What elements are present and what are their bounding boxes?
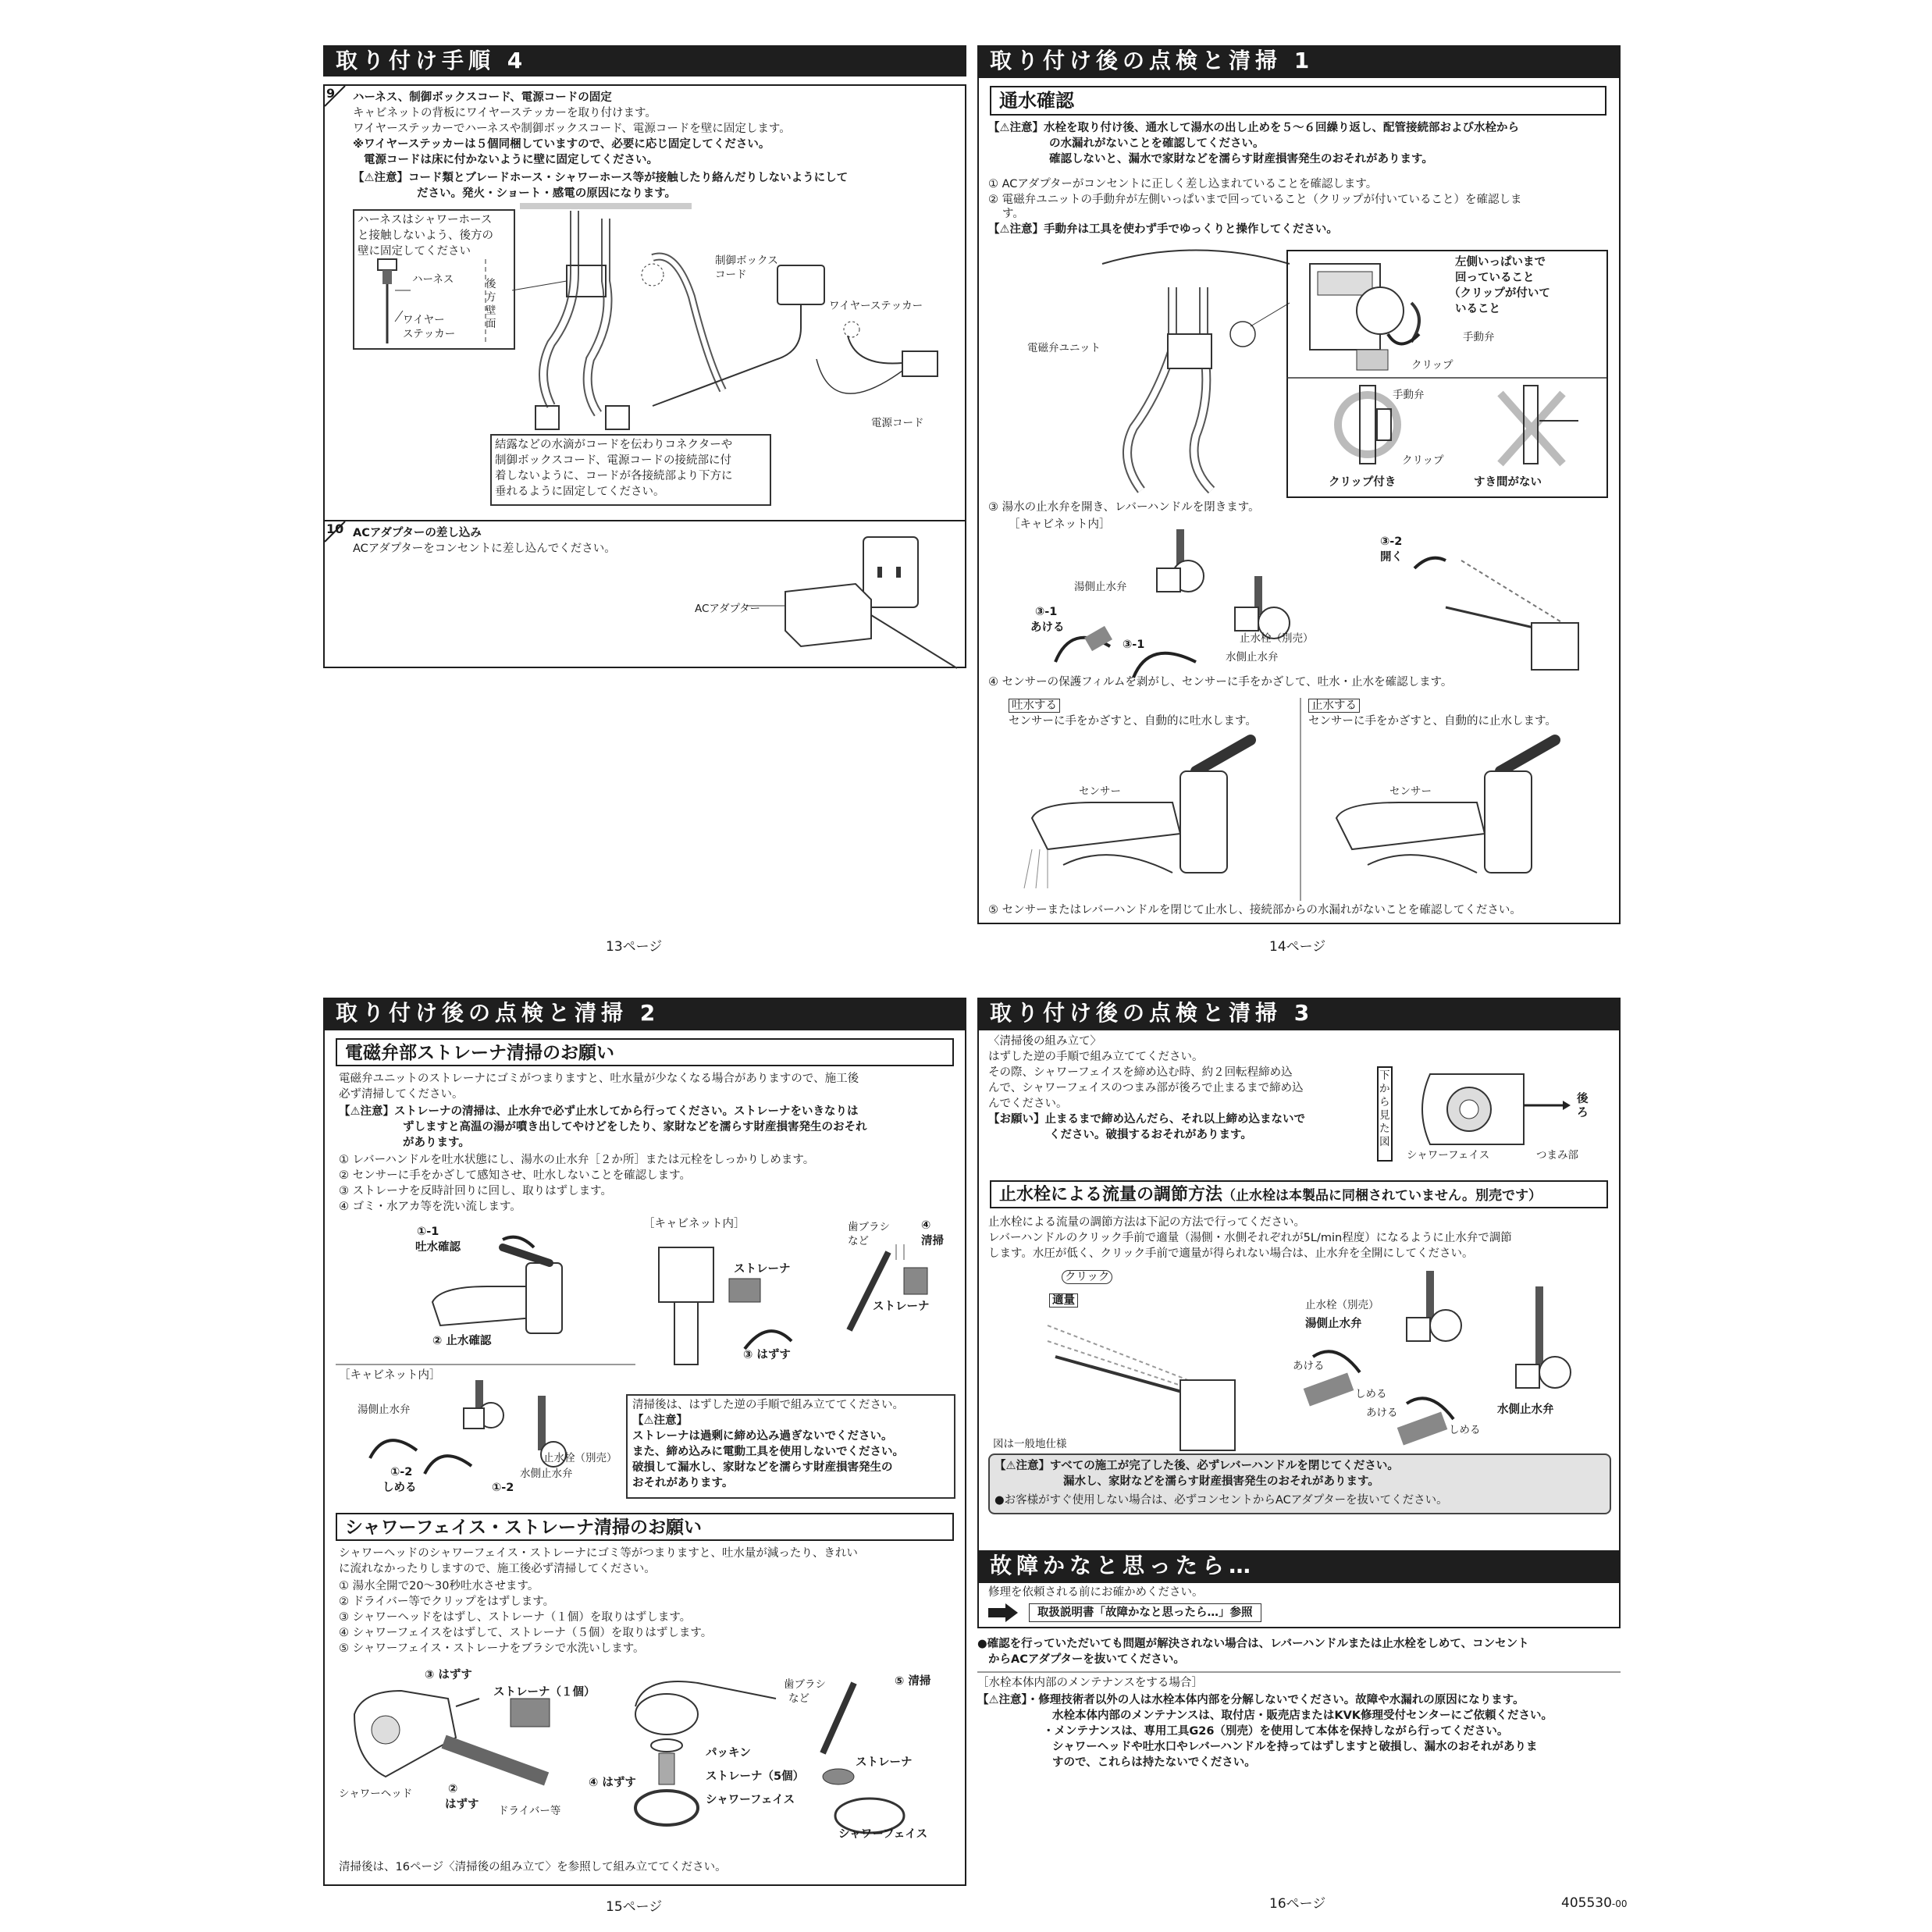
caution-line: があります。 (403, 1137, 470, 1149)
page-number: 15ページ (606, 1899, 663, 1915)
wire-sticker-label: ワイヤー (403, 314, 445, 326)
step-label: 吐水確認 (415, 1241, 461, 1254)
maintenance-heading: ［水栓本体内部のメンテナンスをする場合］ (977, 1677, 1203, 1689)
back-label: 後 (1577, 1093, 1589, 1105)
text-line: 垂れるように固定してください。 (495, 486, 665, 498)
label-line: （クリップが付いて (1449, 287, 1550, 300)
open-label: あける (1293, 1360, 1325, 1372)
step-label: ③-1 (1123, 639, 1145, 651)
solenoid-unit-label: 電磁弁ユニット (1027, 342, 1101, 354)
text-line: はずした逆の手順で組み立ててください。 (988, 1051, 1204, 1063)
text-line: します。水圧が低く、クリック手前で適量が得られない場合は、止水弁を全開にしてください。 (988, 1247, 1474, 1260)
step-label: ④ はずす (589, 1777, 636, 1789)
page-14 (977, 45, 1621, 926)
section-heading: 電磁弁部ストレーナ清掃のお願い (336, 1038, 954, 1066)
caution-line: 確認しないと、漏水で家財などを濡らす財産損害発生のおそれがあります。 (1049, 153, 1433, 165)
stop-cock-label: 止水栓（別売） (1305, 1299, 1379, 1311)
text-line: 止水栓による流量の調節方法は下記の方法で行ってください。 (988, 1216, 1305, 1229)
step-label: ③-1 (1035, 606, 1058, 618)
page-title: 取り付け後の点検と清掃 1 (977, 45, 1621, 76)
view-from-below-label: 下から見た図 (1379, 1069, 1390, 1148)
text-line: 壁に固定してください (358, 245, 471, 258)
stop-cock-label: 止水栓（別売） (543, 1452, 617, 1464)
divider (336, 1363, 635, 1366)
strainer-label: ストレーナ (856, 1756, 913, 1769)
step-line: ④ ゴミ・水アカ等を洗い流します。 (339, 1201, 521, 1213)
page-title: 取り付け後の点検と清掃 3 (977, 998, 1621, 1029)
discharge-tag (1009, 698, 1060, 713)
text-line: んで、シャワーフェイスのつまみ部が後ろで止まるまで締め込 (988, 1082, 1304, 1094)
text-line: 必ず清掃してください。 (339, 1088, 464, 1101)
text-line: レバーハンドルのクリック手前で適量（湯側・水側それぞれが5L/min程度）になるように止水弁で調節 (988, 1232, 1512, 1244)
step-line: ② 電磁弁ユニットの手動弁が左側いっぱいまで回っていること（クリップが付いていること）を確認しま (988, 194, 1522, 206)
caution-line: ・メンテナンスは、専用工具G26（別売）を使用して本体を保持しながら行ってください。 (1043, 1725, 1509, 1738)
shower-head-cleaning-illustration (339, 1667, 948, 1839)
caution-line: 【⚠注意】 (632, 1414, 688, 1427)
text-line: んでください。 (988, 1098, 1068, 1110)
text-line: ACアダプターをコンセントに差し込んでください。 (353, 543, 616, 555)
arrow-right-icon (988, 1603, 1019, 1622)
control-box-cord-label: コード (715, 269, 747, 281)
text-line: 修理を依頼される前にお確かめください。 (988, 1586, 1204, 1599)
manual-valve-label: 手動弁 (1463, 331, 1495, 343)
caution-line: シャワーヘッドや吐水口やレバーハンドルを持ってはずしますと破損し、漏水のおそれがありま (1052, 1741, 1538, 1753)
text-line: シャワーヘッドのシャワーフェイス・ストレーナにゴミ等がつまりますと、吐水量が減ったり、きれい (339, 1547, 858, 1560)
ac-adapter-illustration (770, 529, 957, 670)
brush-cleaning-illustration (841, 1244, 935, 1338)
page-15 (323, 998, 966, 1888)
click-tag-text: クリック (1062, 1270, 1112, 1284)
wall-line (478, 259, 493, 368)
cabinet-label: ［キャビネット内］ (1009, 518, 1111, 531)
text-line: に流れなかったりしますので、施工後必ず清掃してください。 (339, 1563, 656, 1575)
step-line: ① 湯水全開で20～30秒吐水させます。 (339, 1580, 539, 1592)
manual-reference (1029, 1603, 1261, 1622)
ac-adapter-label: ACアダプター (695, 603, 761, 615)
text-line: 電磁弁ユニットのストレーナにゴミがつまりますと、吐水量が少なくなる場合がありますので、施工後 (339, 1073, 859, 1085)
stop-tag (1308, 698, 1360, 713)
page-number: 16ページ (1269, 1896, 1326, 1912)
text-line: からACアダプターを抜いてください。 (988, 1653, 1185, 1666)
cabinet-label: ［キャビネット内］ (643, 1218, 745, 1230)
general-spec-label: 図は一般地仕様 (993, 1438, 1067, 1450)
step-line: ③ ストレーナを反時計回りに回し、取りはずします。 (339, 1185, 612, 1197)
step-label: ①-2 (390, 1466, 413, 1478)
packing-label: パッキン (706, 1747, 751, 1759)
brush-label: など (848, 1235, 869, 1247)
manual-valve-label: 手動弁 (1393, 389, 1425, 401)
strainer-label: ストレーナ (734, 1263, 791, 1276)
step-line: ① レバーハンドルを吐水状態にし、湯水の止水弁［２か所］または元栓をしっかりしめます。 (339, 1154, 815, 1166)
close-label: しめる (1449, 1424, 1481, 1436)
text-line: キャビネットの背板にワイヤーステッカーを取り付けます。 (353, 107, 656, 119)
caution-line: ストレーナは過剰に締め込み過ぎないでください。 (632, 1430, 893, 1443)
step-line: ① ACアダプターがコンセントに正しく差し込まれていることを確認します。 (988, 178, 1378, 190)
text-line: と接触しないよう、後方の (358, 229, 493, 242)
text-line: ハーネスはシャワーホース (358, 214, 493, 226)
page-number: 14ページ (1269, 939, 1326, 955)
label-line: いること (1455, 303, 1500, 315)
divider (1286, 376, 1606, 379)
step-label: ③ はずす (743, 1349, 791, 1361)
strainer-label: ストレーナ (873, 1300, 930, 1313)
text-line: センサーに手をかざすと、自動的に吐水します。 (1009, 715, 1257, 728)
stop-valve-illustration (1040, 529, 1321, 670)
strainer-label: ストレーナ（１個） (493, 1686, 596, 1699)
caution-line: 水栓本体内部のメンテナンスは、取付店・販売店またはKVK修理受付センターにご依頼ください。 (1052, 1710, 1553, 1722)
text-line: 電源コードは床に付かないように壁に固定してください。 (364, 154, 658, 166)
step-number: 10 (326, 521, 344, 536)
document-number-main: 405530 (1561, 1895, 1612, 1911)
caution-line: 【⚠注意】コード類とブレードホース・シャワーホース等が接触したり絡んだりしないようにして (353, 172, 849, 184)
footer-note: 清掃後は、16ページ〈清掃後の組み立て〉を参照して組み立ててください。 (339, 1861, 727, 1873)
caution-line: 【⚠注意】ストレーナの清掃は、止水弁で必ず止水してから行ってください。ストレーナをいきなりは (339, 1105, 859, 1118)
step-line: ② ドライバー等でクリップをはずします。 (339, 1596, 555, 1608)
ok-label: クリップ付き (1329, 476, 1397, 489)
step-label: ② 止水確認 (432, 1335, 492, 1347)
text-line: センサーに手をかざすと、自動的に止水します。 (1308, 715, 1557, 728)
stop-tag-text: 止水する (1308, 699, 1360, 713)
corner-mark (325, 86, 348, 109)
rear-wall-label: 後方壁面 (486, 278, 496, 330)
wire-sticker-label: ステッカー (403, 328, 456, 340)
step-line: ③ シャワーヘッドをはずし、ストレーナ（１個）を取りはずします。 (339, 1611, 692, 1624)
hot-stop-valve-label: 湯側止水弁 (358, 1404, 411, 1416)
driver-label: ドライバー等 (498, 1805, 561, 1817)
step-9-box (323, 84, 966, 521)
step-label: ①-2 (492, 1482, 514, 1494)
section-heading (990, 1180, 1608, 1208)
text-line: その際、シャワーフェイスを締め込む時、約２回転程締め込 (988, 1066, 1293, 1079)
open-label: あける (1366, 1407, 1398, 1419)
step-line: ② センサーに手をかざして感知させ、吐水しないことを確認します。 (339, 1169, 692, 1182)
step-label: ④ (921, 1219, 931, 1232)
cabinet-label: ［キャビネット内］ (339, 1369, 441, 1382)
caution-line: ずしますと高温の湯が噴き出してやけどをしたり、家財などを濡らす財産損害発生のおそれ (403, 1121, 867, 1133)
faucet-discharge-illustration (417, 1232, 565, 1333)
step-label: ② (448, 1783, 458, 1795)
text-line: ワイヤーステッカーでハーネスや制御ボックスコード、電源コードを壁に固定します。 (353, 123, 791, 135)
section-heading-note: （止水栓は本製品に同梱されていません。別売です） (1222, 1188, 1542, 1204)
control-box-cord-label: 制御ボックス (715, 254, 778, 267)
shower-face-label: シャワーフェイス (838, 1828, 928, 1841)
text-line: ●確認を行っていただいても問題が解決されない場合は、レバーハンドルまたは止水栓をしめて、コンセント (977, 1638, 1529, 1650)
section-heading-text: 止水栓による流量の調節方法 (999, 1185, 1223, 1204)
step-10-box (323, 520, 966, 668)
shower-head-label: シャワーヘッド (339, 1788, 413, 1800)
page-title: 取り付け手順 4 (323, 45, 966, 76)
step-line: ③ 湯水の止水弁を開き、レバーハンドルを閉きます。 (988, 501, 1260, 514)
step-line: ④ シャワーフェイスをはずして、ストレーナ（５個）を取りはずします。 (339, 1627, 713, 1639)
sensor-discharge-illustration (1016, 740, 1282, 896)
cold-stop-valve-label: 水側止水弁 (520, 1468, 573, 1480)
sensor-label: センサー (1389, 785, 1432, 798)
label-line: 回っていること (1455, 272, 1535, 284)
shower-face-label: シャワーフェイス (1407, 1149, 1490, 1162)
step-number: 9 (326, 86, 336, 101)
step-label: ⑤ 清掃 (895, 1675, 931, 1688)
divider (1299, 698, 1302, 901)
text-line: 制御ボックスコード、電源コードの接続部に付 (495, 454, 732, 467)
caution-line: 漏水し、家財などを濡らす財産損害発生のおそれがあります。 (1063, 1475, 1379, 1488)
step-line: ④ センサーの保護フィルムを剥がし、センサーに手をかざして、吐水・止水を確認します。 (988, 676, 1453, 688)
knob-label: つまみ部 (1536, 1149, 1578, 1162)
close-label: しめる (1355, 1388, 1387, 1400)
hot-stop-valve-label: 湯側止水弁 (1305, 1318, 1362, 1330)
harness-detail-illustration (372, 259, 450, 345)
brush-label: 歯ブラシ (848, 1221, 890, 1233)
step-label: あける (1030, 621, 1065, 634)
manual-valve-illustration (1294, 256, 1482, 373)
corner-mark (325, 521, 348, 545)
harness-label: ハーネス (412, 273, 454, 286)
caution-line: 【⚠注意】すべての施工が完了した後、必ずレバーハンドルを閉じてください。 (994, 1460, 1399, 1472)
caution-line: ●お客様がすぐ使用しない場合は、必ずコンセントからACアダプターを抜いてください。 (994, 1494, 1448, 1507)
manual-reference-text: 取扱説明書「故障かなと思ったら…」参照 (1037, 1606, 1253, 1619)
discharge-tag-text: 吐水する (1009, 699, 1060, 713)
text-line: 〈清掃後の組み立て〉 (988, 1035, 1101, 1048)
click-tag (1062, 1269, 1112, 1285)
shower-face-label: シャワーフェイス (706, 1794, 795, 1806)
hot-stop-valve-label: 湯側止水弁 (1074, 581, 1127, 593)
caution-line: 【⚠注意】水栓を取り付け後、通水して湯水の出し止めを５～６回繰り返し、配管接続部および水栓から (988, 122, 1519, 134)
request-line: ください。破損するおそれがあります。 (1049, 1129, 1252, 1141)
strainer-label: ストレーナ（5個） (706, 1770, 805, 1783)
lever-open-illustration (1399, 537, 1602, 670)
clip-label: クリップ (1402, 454, 1444, 467)
caution-line: 破損して漏水し、家財などを濡らす財産損害発生の (632, 1461, 893, 1474)
stop-cock-label: 止水栓（別売） (1240, 632, 1314, 645)
step-label: はずす (445, 1799, 479, 1811)
back-label: ろ (1577, 1107, 1589, 1119)
step-label: 開く (1380, 551, 1403, 564)
shower-face-knob-illustration (1414, 1066, 1571, 1152)
caution-line: の水漏れがないことを確認してください。 (1049, 137, 1265, 150)
page-number: 13ページ (606, 939, 663, 955)
step-label: 清掃 (921, 1235, 944, 1247)
page-13 (323, 45, 966, 670)
text-line: 着しないように、コードが各接続部より下方に (495, 470, 733, 482)
caution-line: おそれがあります。 (632, 1477, 734, 1489)
ng-label: すき間がない (1474, 476, 1542, 489)
caution-line: すので、これらは持たないでください。 (1052, 1756, 1256, 1769)
cold-stop-valve-label: 水側止水弁 (1497, 1404, 1554, 1416)
request-line: 【お願い】止まるまで締め込んだら、それ以上締め込まないで (988, 1113, 1305, 1126)
text-line: 結露などの水滴がコードを伝わりコネクターや (495, 439, 733, 451)
text-line: ※ワイヤーステッカーは５個同梱していますので、必要に応じ固定してください。 (353, 138, 770, 151)
solenoid-unit-illustration (1102, 240, 1290, 490)
step-label: しめる (382, 1482, 417, 1494)
power-cord-label: 電源コード (871, 417, 924, 429)
step-heading: ハーネス、制御ボックスコード、電源コードの固定 (353, 91, 612, 104)
caution-line: ださい。発火・ショート・感電の原因になります。 (417, 187, 677, 200)
page-16 (977, 998, 1621, 1888)
section-heading: シャワーフェイス・ストレーナ清掃のお願い (336, 1513, 954, 1541)
section-heading: 通水確認 (990, 86, 1606, 116)
document-number-sub: -00 (1611, 1898, 1628, 1909)
proper-tag-text: 適量 (1049, 1293, 1078, 1308)
sensor-stop-illustration (1321, 740, 1586, 896)
label-line: 左側いっぱいまで (1455, 256, 1546, 269)
step-line: す。 (1002, 208, 1024, 220)
step-label: ③-2 (1380, 535, 1403, 548)
brush-label: など (788, 1692, 809, 1705)
clip-label: クリップ (1411, 359, 1453, 372)
step-line: ⑤ シャワーフェイス・ストレーナをブラシで水洗いします。 (339, 1642, 645, 1655)
cold-stop-valve-label: 水側止水弁 (1226, 651, 1279, 664)
sensor-label: センサー (1079, 785, 1121, 798)
text-line: 清掃後は、はずした逆の手順で組み立ててください。 (632, 1399, 904, 1411)
wire-sticker-label: ワイヤーステッカー (829, 300, 923, 312)
caution-line: 【⚠注意】手動弁は工具を使わず手でゆっくりと操作してください。 (988, 223, 1338, 236)
faucet-piping-illustration (520, 203, 957, 437)
caution-line: 【⚠注意】・修理技術者以外の人は水栓本体内部を分解しないでください。故障や水漏れの原因になります。 (977, 1694, 1525, 1706)
step-label: ③ はずす (425, 1669, 472, 1681)
caution-line: また、締め込みに電動工具を使用しないでください。 (632, 1446, 904, 1458)
step-line: ⑤ センサーまたはレバーハンドルを閉じて止水し、接続部からの水漏れがないことを確認してください。 (988, 904, 1521, 916)
brush-label: 歯ブラシ (784, 1678, 826, 1691)
page-title: 取り付け後の点検と清掃 2 (323, 998, 966, 1029)
lever-click-illustration (1048, 1294, 1251, 1450)
step-heading: ACアダプターの差し込み (353, 527, 482, 539)
divider (977, 1670, 1621, 1674)
document-number (1561, 1895, 1628, 1911)
clip-comparison-illustration (1313, 386, 1610, 471)
troubleshoot-title: 故障かなと思ったら… (977, 1550, 1621, 1582)
step-label: ①-1 (417, 1226, 439, 1238)
